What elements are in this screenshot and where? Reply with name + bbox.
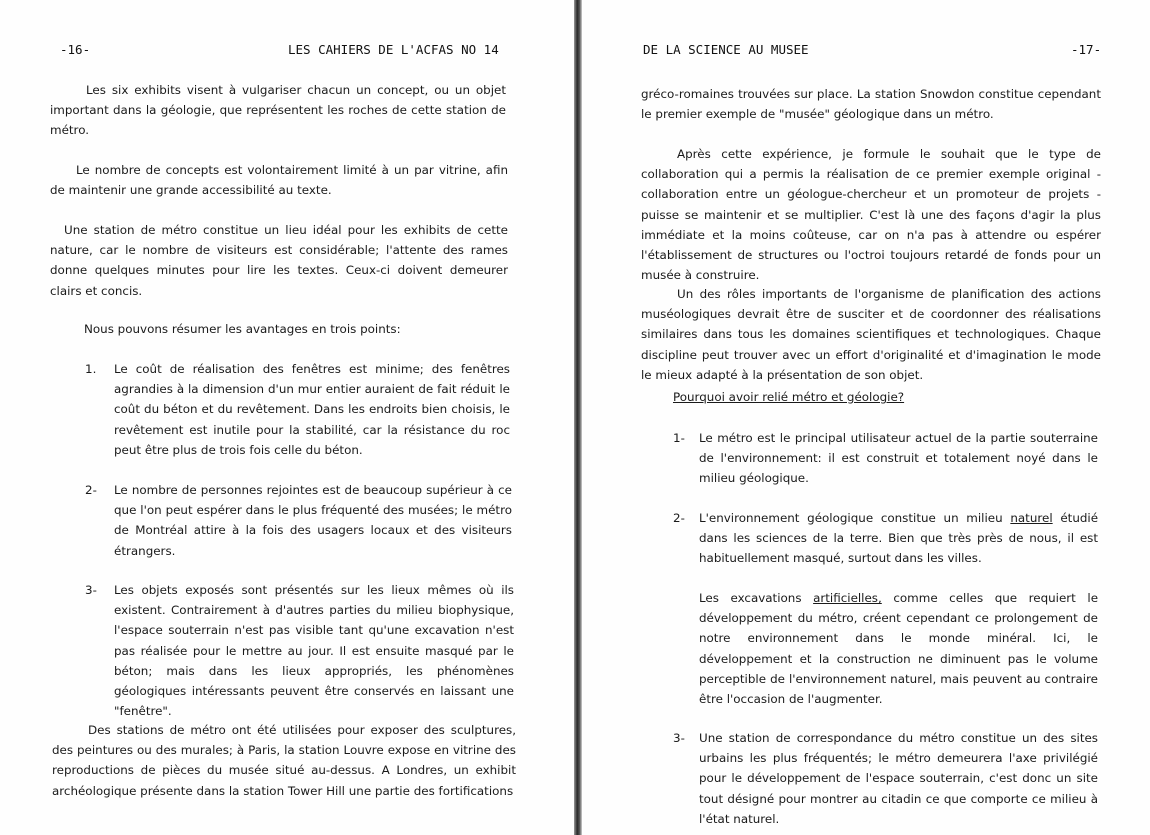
list-number: 1-: [673, 431, 685, 445]
list-item: [673, 508, 1099, 569]
right-page: [583, 0, 1150, 835]
paragraph: [50, 80, 506, 141]
list-item: [673, 428, 1098, 489]
list-number: 2-: [673, 511, 685, 525]
page-number: -16-: [60, 42, 91, 57]
page-number: -17-: [1071, 42, 1102, 57]
paragraph-text: Le nombre de concepts est volontairement limité à un par vitrine, afin de maintenir une grande accessibilité au texte.: [50, 163, 508, 198]
list-text: étudié dans les sciences de la terre. Bien que très près de nous, il est habituellement masqué, surtout dans les villes.: [699, 511, 1099, 566]
paragraph: [699, 588, 1098, 709]
list-item: [85, 480, 512, 561]
list-number: 2-: [85, 483, 97, 497]
list-text: Le coût de réalisation des fenêtres est minime; des fenêtres agrandies à la dimension d'un mur entier auraient de fait réduit le coût du béton et du revêtement. Dans les endroits bien choisis, le revêtement est inutile pour la stabilité, car la résistance du roc peut être plus de trois fois celle du béton.: [114, 362, 510, 457]
list-number: 3-: [673, 731, 685, 745]
paragraph: [641, 284, 1101, 385]
paragraph: [50, 220, 508, 301]
list-text: Les objets exposés sont présentés sur les lieux mêmes où ils existent. Contrairement à d'autres parties du milieu biophysique, l'espace souterrain n'est pas visible tant qu'une excavation n'est pas réalisée pour le mettre au jour. Il est ensuite masqué par le béton; mais dans les lieux appropriés, les phénomènes géologiques intéressants peuvent être conservés en laissant une "fenêtre".: [114, 583, 514, 719]
paragraph-text: Les six exhibits visent à vulgariser chacun un concept, ou un objet important dans la géologie, que représentent les roches de cette station de métro.: [50, 83, 506, 138]
list-text: Le nombre de personnes rejointes est de beaucoup supérieur à ce que l'on peut espérer dans le plus fréquenté des musées; le métro de Montréal attire à la fois des usagers locaux et des visiteurs étrangers.: [114, 483, 512, 558]
list-text: Une station de correspondance du métro constitue un des sites urbains les plus fréquentés; le métro demeurera l'axe privilégié pour le développement de l'espace souterrain, c'est donc un site tout désigné pour montrer au citadin ce que comporte ce milieu à l'état naturel.: [699, 731, 1098, 826]
list-number: 1.: [85, 362, 97, 376]
paragraph-text: Les excavations: [699, 591, 802, 605]
book-gutter: [574, 0, 582, 835]
paragraph: [84, 319, 504, 339]
list-number: 3-: [85, 583, 97, 597]
paragraph-text: Des stations de métro ont été utilisées pour exposer des sculptures, des peintures ou des murales; à Paris, la station Louvre expose en vitrine des reproductions de pièces du musée situé au-dessus. A Londres, un exhibit archéologique présente dans la station Tower Hill une partie des fortifications: [52, 723, 516, 798]
list-text: L'environnement géologique constitue un milieu: [699, 511, 1003, 525]
paragraph-text: gréco-romaines trouvées sur place. La station Snowdon constitue cependant le premier exemple de "musée" géologique dans un métro.: [641, 87, 1101, 122]
underlined-word: naturel: [1010, 511, 1053, 525]
paragraph: [641, 84, 1101, 124]
underlined-word: artificielles,: [813, 591, 882, 605]
running-head: LES CAHIERS DE L'ACFAS NO 14: [288, 42, 499, 57]
paragraph: [52, 720, 516, 801]
paragraph-text: Une station de métro constitue un lieu idéal pour les exhibits de cette nature, car le nombre de visiteurs est considérable; l'attente des rames donne quelques minutes pour lire les textes. Ceux-ci doivent demeurer clairs et concis.: [50, 223, 508, 298]
running-head: DE LA SCIENCE AU MUSEE: [643, 42, 809, 57]
paragraph: [50, 160, 508, 200]
list-item: [85, 580, 514, 721]
paragraph: [641, 144, 1101, 285]
paragraph-text: Après cette expérience, je formule le souhait que le type de collaboration qui a permis la réalisation de ce premier exemple original - collaboration entre un géologue-chercheur et un promoteur de projets - puisse se maintenir et se multiplier. C'est là une des façons d'agir la plus immédiate et la moins coûteuse, car on n'a pas à attendre ou espérer l'établissement de structures ou l'octroi toujours retardé de fonds pour un musée à construire.: [641, 147, 1101, 283]
paragraph-text: Un des rôles importants de l'organisme de planification des actions muséologiques devrait être de susciter et de coordonner des réalisations similaires dans tous les domaines scientifiques et technologiques. Chaque discipline peut trouver avec un effort d'originalité et d'imagination le mode le mieux adapté à la présentation de son objet.: [641, 287, 1101, 382]
list-item: [673, 728, 1098, 829]
paragraph-text: Nous pouvons résumer les avantages en trois points:: [84, 322, 401, 336]
subheading: Pourquoi avoir relié métro et géologie?: [673, 390, 905, 404]
list-text: Le métro est le principal utilisateur actuel de la partie souterraine de l'environnement: il est construit et totalement noyé dans le milieu géologique.: [699, 431, 1098, 486]
list-item: [85, 359, 510, 460]
paragraph-text: comme celles que requiert le développement du métro, créent cependant ce prolongement de notre environnement dans le monde minéral. Ici, le développement et la construction ne diminuent pas le volume perceptible de l'environnement naturel, mais peuvent au contraire être l'occasion de l'augmenter.: [699, 591, 1099, 707]
